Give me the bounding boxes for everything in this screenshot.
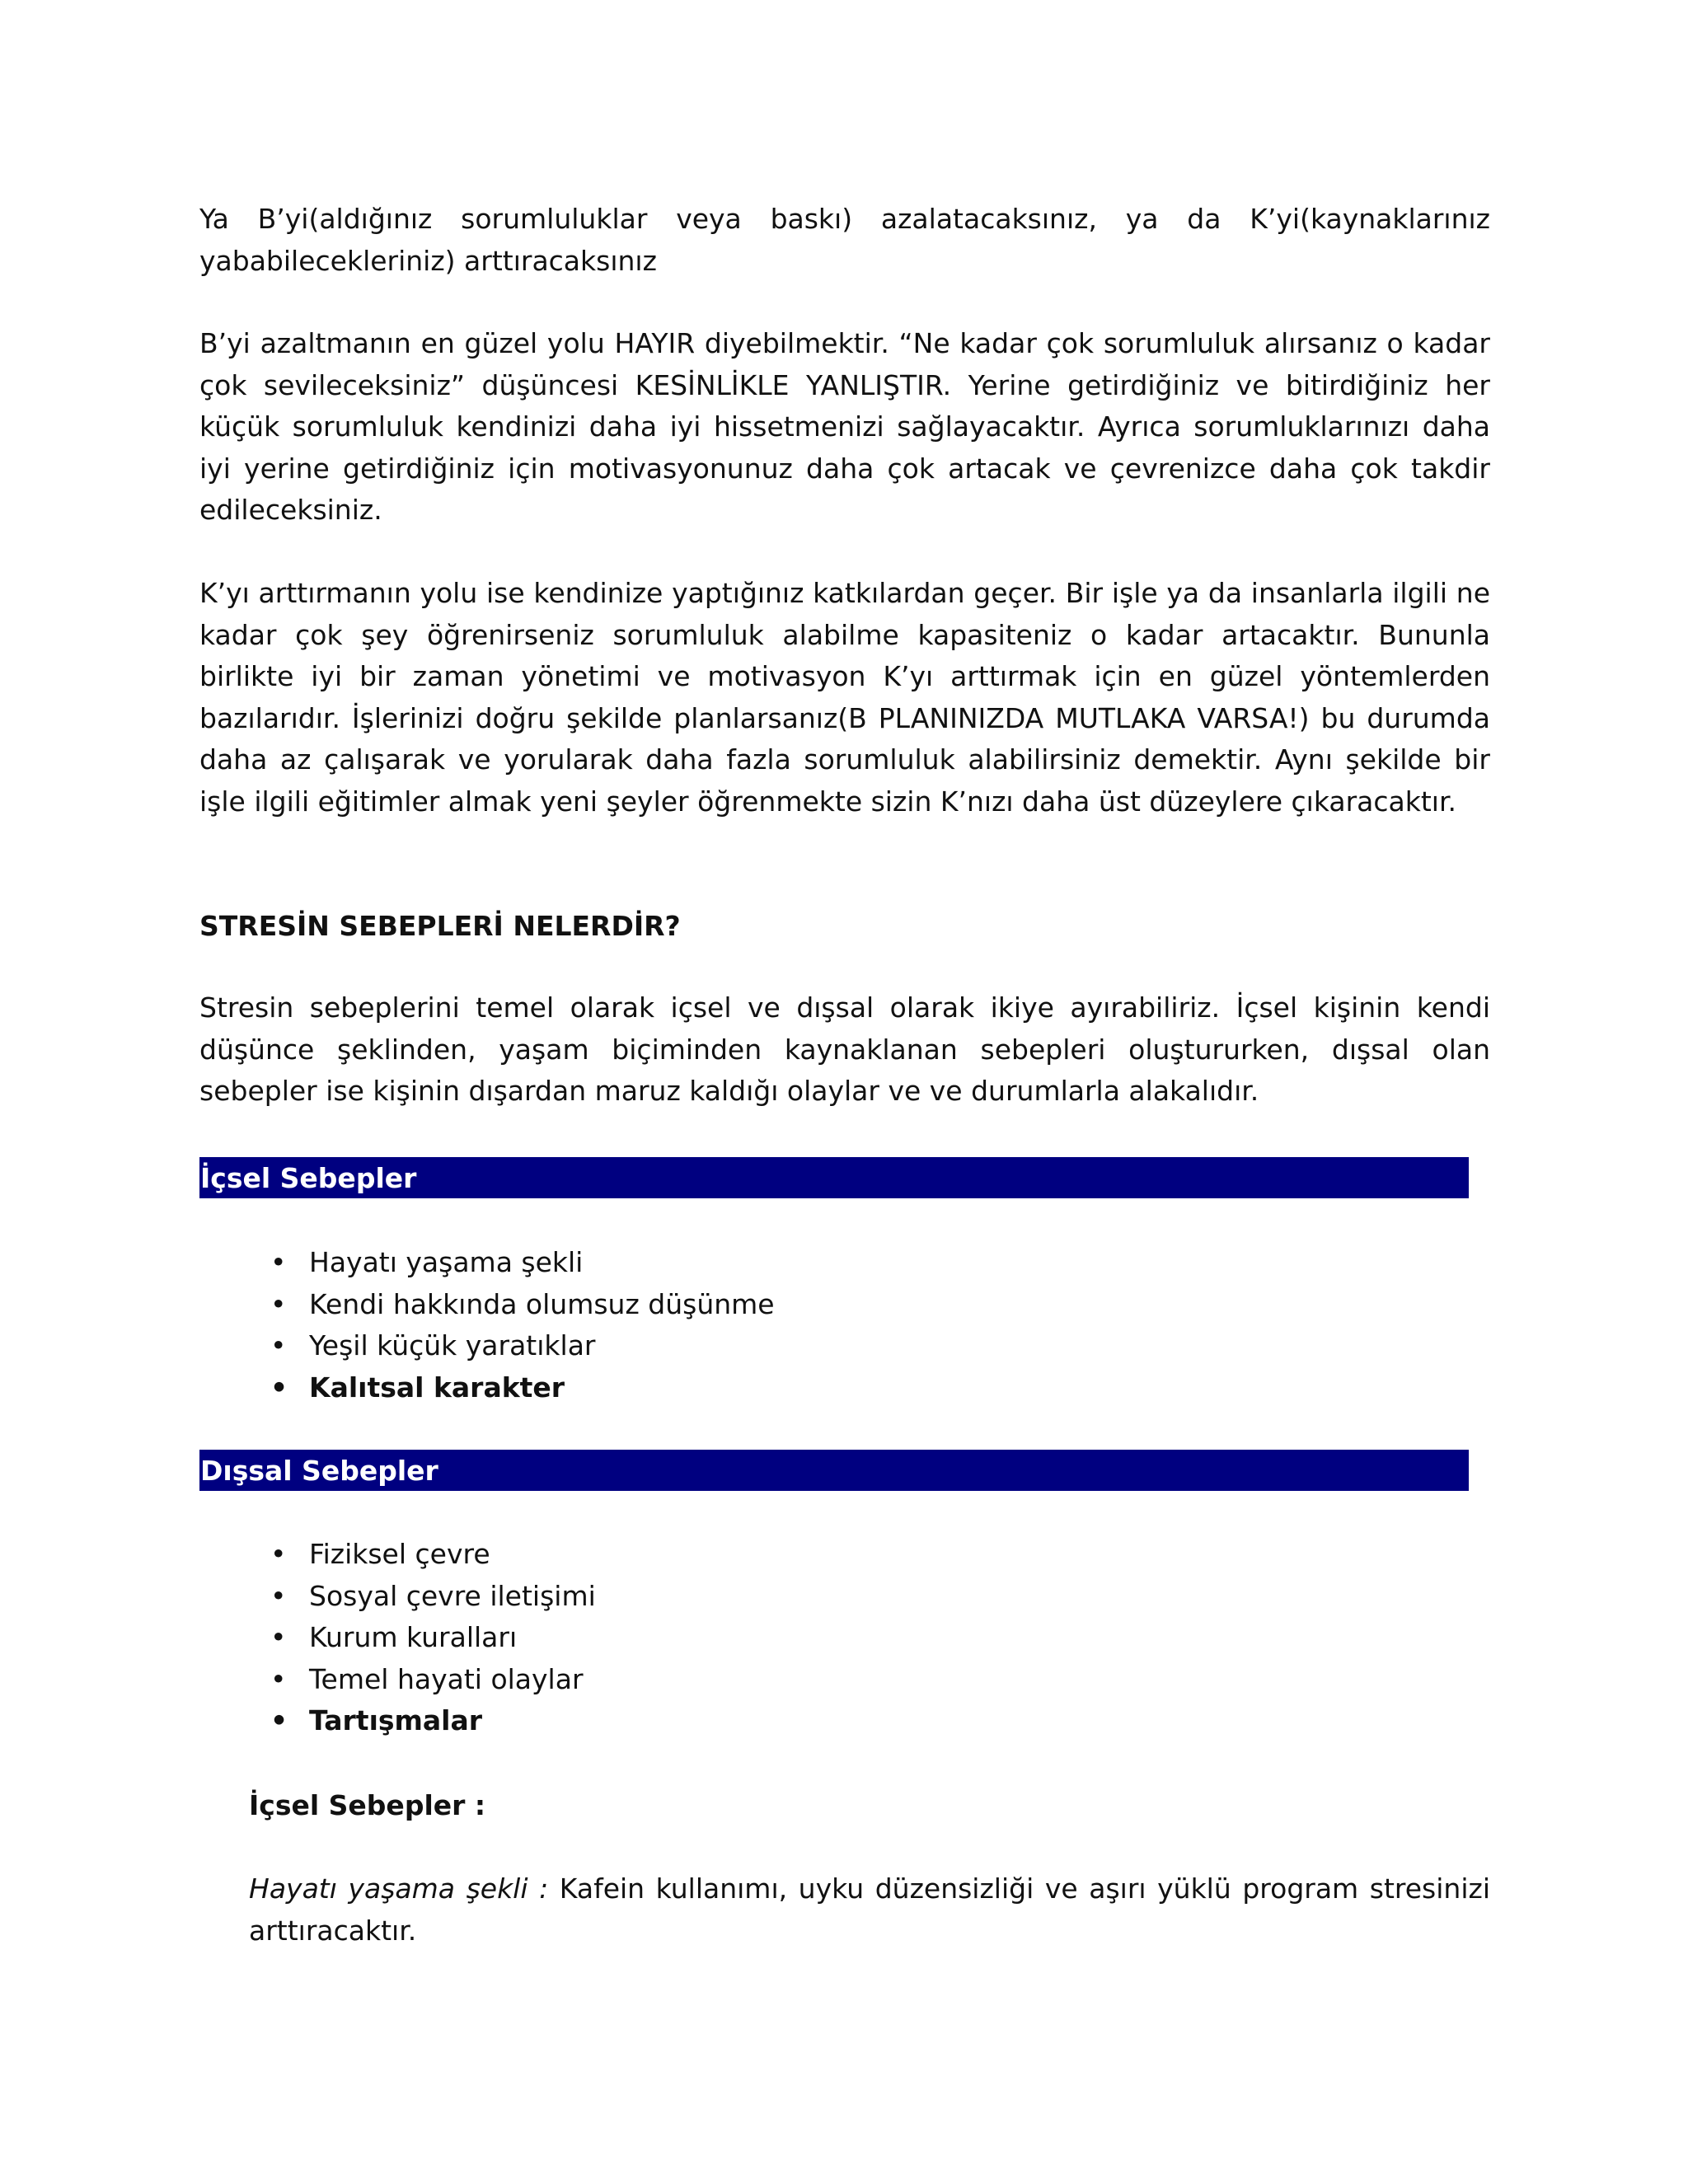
bullet-icon: • xyxy=(270,1621,287,1653)
bullet-icon: • xyxy=(270,1662,287,1695)
bullet-icon: • xyxy=(270,1371,288,1404)
list-item xyxy=(264,1576,596,1618)
bullet-icon: • xyxy=(270,1579,287,1612)
list-item-label: Kendi hakkında olumsuz düşünme xyxy=(309,1287,775,1320)
list-item xyxy=(264,1284,775,1326)
list-item xyxy=(264,1700,596,1742)
list-item xyxy=(264,1617,596,1659)
list-item xyxy=(264,1325,775,1367)
list-item-label: Tartışmalar xyxy=(309,1704,483,1736)
external-causes-banner: Dışsal Sebepler xyxy=(199,1450,1469,1491)
list-item xyxy=(264,1242,775,1284)
bullet-icon: • xyxy=(270,1538,287,1570)
list-item-label: Fiziksel çevre xyxy=(309,1538,490,1570)
list-item-label: Temel hayati olaylar xyxy=(309,1662,584,1695)
internal-causes-banner: İçsel Sebepler xyxy=(199,1157,1469,1198)
bullet-icon: • xyxy=(270,1704,288,1736)
paragraph-reduce-b: B’yi azaltmanın en güzel yolu HAYIR diyebilmektir. “Ne kadar çok sorumluluk alırsanız o kadar çok sevileceksiniz” düşüncesi KESİNLİKLE YANLIŞTIR. Yerine getirdiğiniz ve bitirdiğiniz her küçük sorumluluk kendinizi daha iyi hissetmenizi sağlayacaktır. Ayrıca sorumluklarınızı daha iyi yerine getirdiğiniz için motivasyonunuz daha çok artacak ve çevrenizce daha çok takdir edileceksiniz. xyxy=(199,327,1490,526)
detail-heading: İçsel Sebepler : xyxy=(249,1789,486,1821)
external-causes-list xyxy=(264,1534,596,1742)
paragraph-causes: Stresin sebeplerini temel olarak içsel ve dışsal olarak ikiye ayırabiliriz. İçsel kişinin kendi düşünce şeklinden, yaşam biçiminden kaynaklanan sebepleri oluştururken, dışsal olan sebepler ise kişinin dışardan maruz kaldığı olaylar ve ve durumlarla alakalıdır. xyxy=(199,991,1490,1107)
list-item-label: Kalıtsal karakter xyxy=(309,1371,565,1404)
internal-causes-list xyxy=(264,1242,775,1408)
list-item-label: Yeşil küçük yaratıklar xyxy=(309,1329,596,1361)
bullet-icon: • xyxy=(270,1287,287,1320)
bullet-icon: • xyxy=(270,1246,287,1278)
bullet-icon: • xyxy=(270,1329,287,1361)
list-item-label: Sosyal çevre iletişimi xyxy=(309,1579,596,1612)
list-item xyxy=(264,1534,596,1576)
list-item xyxy=(264,1659,596,1701)
paragraph-intro: Ya B’yi(aldığınız sorumluluklar veya baskı) azalatacaksınız, ya da K’yi(kaynaklarınız yababilecekleriniz) arttıracaksınız xyxy=(199,203,1490,277)
paragraph-increase-k: K’yı arttırmanın yolu ise kendinize yaptığınız katkılardan geçer. Bir işle ya da insanlarla ilgili ne kadar çok şey öğrenirseniz sorumluluk alabilme kapasiteniz o kadar artacaktır. Bununla birlikte iyi bir zaman yönetimi ve motivasyon K’yı arttırmak için en güzel yöntemlerden bazılarıdır. İşlerinizi doğru şekilde planlarsanız(B PLANINIZDA MUTLAKA VARSA!) bu durumda daha az çalışarak ve yorularak daha fazla sorumluluk alabilirsiniz demektir. Aynı şekilde bir işle ilgili eğitimler almak yeni şeyler öğrenmekte sizin K’nızı daha üst düzeylere çıkaracaktır. xyxy=(199,577,1490,818)
list-item-label: Kurum kuralları xyxy=(309,1621,518,1653)
detail-paragraph xyxy=(249,1868,1490,1952)
list-item xyxy=(264,1367,775,1409)
section-heading: STRESİN SEBEPLERİ NELERDİR? xyxy=(199,910,681,942)
list-item-label: Hayatı yaşama şekli xyxy=(309,1246,584,1278)
detail-term: Hayatı yaşama şekli : xyxy=(249,1872,549,1905)
detail-text: Kafein kullanımı, uyku düzensizliği ve aşırı yüklü program stresinizi arttıracaktır. xyxy=(249,1872,1490,1947)
